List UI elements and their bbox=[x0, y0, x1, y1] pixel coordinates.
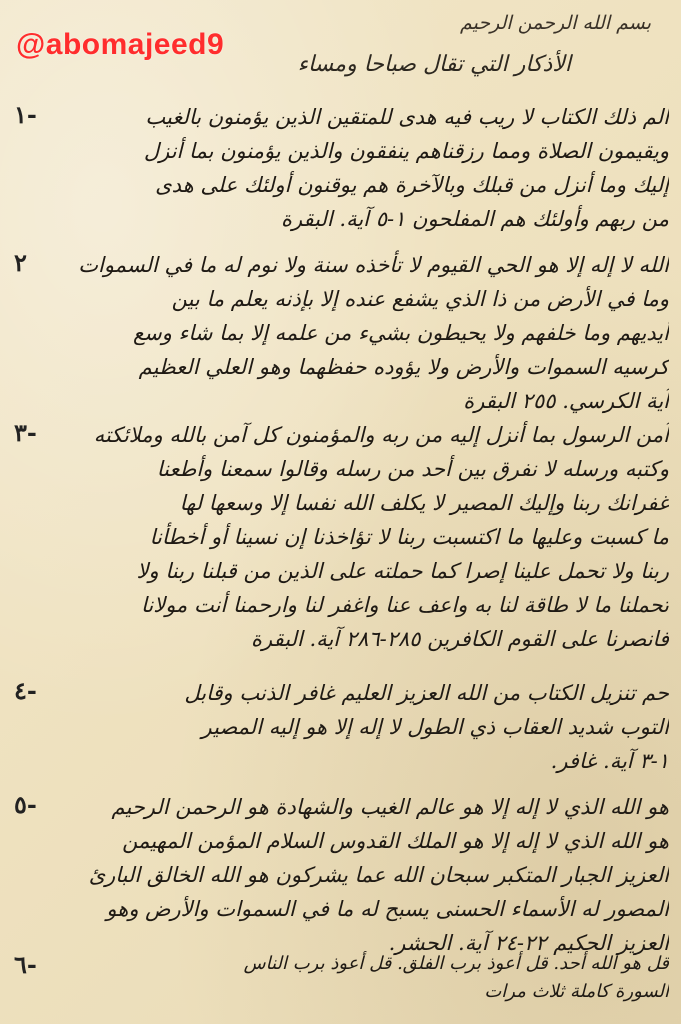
section-number: ٥- bbox=[14, 790, 37, 819]
page-title: الأذكار التي تقال صباحا ومساء bbox=[297, 52, 571, 77]
text-line: من ربهم وأولئك هم المفلحون ١-٥ آية. البقرة bbox=[280, 207, 669, 231]
section-number: ٤- bbox=[14, 676, 37, 705]
text-line: آية الكرسي. ٢٥٥ البقرة bbox=[463, 389, 669, 413]
section-2 bbox=[14, 248, 669, 418]
text-line: التوب شديد العقاب ذي الطول لا إله إلا هو إليه المصير bbox=[201, 715, 669, 739]
section-text bbox=[66, 950, 669, 1006]
section-4 bbox=[14, 676, 669, 778]
text-line: وما في الأرض من ذا الذي يشفع عنده إلا بإذنه يعلم ما بين bbox=[171, 287, 669, 311]
text-line: آمن الرسول بما أنزل إليه من ربه والمؤمنون كل آمن بالله وملائكته bbox=[93, 423, 669, 447]
section-text bbox=[66, 790, 669, 960]
text-line: هو الله الذي لا إله إلا هو الملك القدوس السلام المؤمن المهيمن bbox=[122, 829, 669, 853]
section-text bbox=[66, 676, 669, 778]
text-line: العزيز الجبار المتكبر سبحان الله عما يشركون هو الله الخالق البارئ bbox=[88, 863, 669, 887]
text-line: غفرانك ربنا وإليك المصير لا يكلف الله نفسا إلا وسعها لها bbox=[179, 491, 669, 515]
section-6 bbox=[14, 950, 669, 1006]
text-line: حم تنزيل الكتاب من الله العزيز العليم غافر الذنب وقابل bbox=[184, 681, 669, 705]
text-line: ما كسبت وعليها ما اكتسبت ربنا لا تؤاخذنا إن نسينا أو أخطأنا bbox=[149, 525, 669, 549]
section-number: ١- bbox=[14, 100, 37, 129]
watermark: @abomajeed9 bbox=[16, 28, 225, 61]
section-text bbox=[66, 100, 669, 236]
text-line: المصور له الأسماء الحسنى يسبح له ما في السموات والأرض وهو bbox=[106, 897, 669, 921]
text-line: الله لا إله إلا هو الحي القيوم لا تأخذه سنة ولا نوم له ما في السموات bbox=[78, 253, 669, 277]
section-text bbox=[66, 418, 669, 656]
text-line: وكتبه ورسله لا نفرق بين أحد من رسله وقالوا سمعنا وأطعنا bbox=[156, 457, 669, 481]
text-line: كرسيه السموات والأرض ولا يؤوده حفظهما وهو العلي العظيم bbox=[138, 355, 669, 379]
section-3 bbox=[14, 418, 669, 656]
text-line: إليك وما أنزل من قبلك وبالآخرة هم يوقنون أولئك على هدى bbox=[155, 173, 669, 197]
text-line: قل هو الله أحد. قل أعوذ برب الفلق. قل أعوذ برب الناس bbox=[243, 953, 669, 974]
section-number: ٦- bbox=[14, 950, 37, 979]
section-number: ٢ bbox=[14, 248, 27, 277]
text-line: الم ذلك الكتاب لا ريب فيه هدى للمتقين الذين يؤمنون بالغيب bbox=[145, 105, 669, 129]
section-1 bbox=[14, 100, 669, 236]
section-text bbox=[66, 248, 669, 418]
text-line: ١-٣ آية. غافر. bbox=[550, 749, 669, 773]
text-line: العزيز الحكيم ٢٢-٢٤ آية. الحشر. bbox=[388, 931, 669, 955]
section-5 bbox=[14, 790, 669, 960]
text-line: فانصرنا على القوم الكافرين ٢٨٥-٢٨٦ آية. البقرة bbox=[251, 627, 669, 651]
section-number: ٣- bbox=[14, 418, 37, 447]
text-line: هو الله الذي لا إله إلا هو عالم الغيب والشهادة هو الرحمن الرحيم bbox=[111, 795, 669, 819]
text-line: ربنا ولا تحمل علينا إصرا كما حملته على الذين من قبلنا ربنا ولا bbox=[136, 559, 669, 583]
text-line: تحملنا ما لا طاقة لنا به واعف عنا واغفر لنا وارحمنا أنت مولانا bbox=[140, 593, 669, 617]
text-line: السورة كاملة ثلاث مرات bbox=[484, 981, 669, 1002]
text-line: أيديهم وما خلفهم ولا يحيطون بشيء من علمه إلا بما شاء وسع bbox=[132, 321, 669, 345]
text-line: ويقيمون الصلاة ومما رزقناهم ينفقون والذين يؤمنون بما أنزل bbox=[143, 139, 669, 163]
basmala: بسم الله الرحمن الرحيم bbox=[460, 12, 651, 34]
